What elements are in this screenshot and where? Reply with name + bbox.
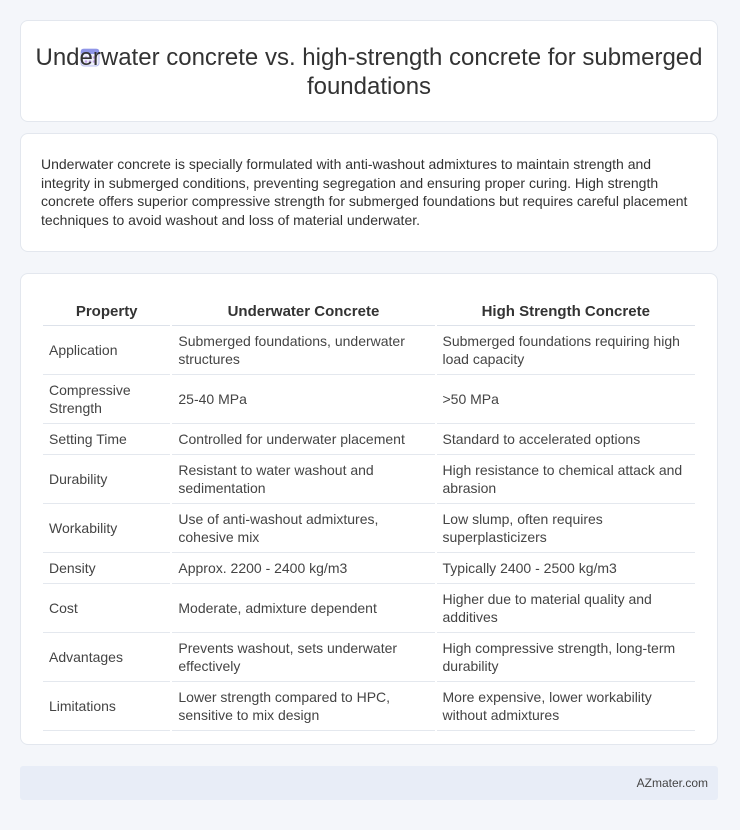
row-underwater-value: Controlled for underwater placement — [172, 424, 434, 455]
row-underwater-value: Lower strength compared to HPC, sensitive to mix design — [172, 682, 434, 731]
footer-brand[interactable]: AZmater.com — [636, 776, 708, 790]
row-property: Advantages — [43, 633, 170, 682]
row-high-strength-value: >50 MPa — [437, 375, 696, 424]
table-header-row — [43, 292, 695, 326]
table-row — [43, 455, 695, 504]
row-property: Density — [43, 553, 170, 584]
intro-paragraph: Underwater concrete is specially formulated with anti-washout admixtures to maintain strength and integrity in submerged conditions, preventing segregation and ensuring proper curing. High strength concrete offers superior compressive strength for submerged foundations but requires careful placement techniques to avoid washout and loss of material underwater. — [41, 156, 688, 228]
table-row — [43, 424, 695, 455]
row-high-strength-value: Higher due to material quality and additives — [437, 584, 696, 633]
comparison-card — [20, 273, 718, 745]
row-property: Durability — [43, 455, 170, 504]
row-high-strength-value: More expensive, lower workability without admixtures — [437, 682, 696, 731]
row-high-strength-value: High compressive strength, long-term durability — [437, 633, 696, 682]
row-underwater-value: Approx. 2200 - 2400 kg/m3 — [172, 553, 434, 584]
row-property: Compressive Strength — [43, 375, 170, 424]
row-underwater-value: Moderate, admixture dependent — [172, 584, 434, 633]
footer-bar — [20, 766, 718, 800]
intro-card — [20, 133, 718, 252]
row-high-strength-value: High resistance to chemical attack and abrasion — [437, 455, 696, 504]
row-high-strength-value: Standard to accelerated options — [437, 424, 696, 455]
comparison-table — [41, 292, 697, 731]
row-underwater-value: Use of anti-washout admixtures, cohesive mix — [172, 504, 434, 553]
table-row — [43, 682, 695, 731]
row-high-strength-value: Submerged foundations requiring high load capacity — [437, 326, 696, 375]
row-high-strength-value: Typically 2400 - 2500 kg/m3 — [437, 553, 696, 584]
title-card — [20, 20, 718, 122]
row-property: Workability — [43, 504, 170, 553]
row-property: Limitations — [43, 682, 170, 731]
page-title: Underwater concrete vs. high-strength concrete for submerged foundations — [35, 44, 703, 100]
row-property: Cost — [43, 584, 170, 633]
header-underwater-concrete: Underwater Concrete — [172, 292, 434, 326]
header-high-strength-concrete: High Strength Concrete — [437, 292, 696, 326]
header-property: Property — [43, 292, 170, 326]
row-underwater-value: Prevents washout, sets underwater effectively — [172, 633, 434, 682]
row-underwater-value: 25-40 MPa — [172, 375, 434, 424]
table-row — [43, 584, 695, 633]
row-underwater-value: Submerged foundations, underwater structures — [172, 326, 434, 375]
row-property: Setting Time — [43, 424, 170, 455]
table-row — [43, 633, 695, 682]
row-high-strength-value: Low slump, often requires superplasticizers — [437, 504, 696, 553]
row-underwater-value: Resistant to water washout and sedimentation — [172, 455, 434, 504]
row-property: Application — [43, 326, 170, 375]
table-row — [43, 504, 695, 553]
table-row — [43, 375, 695, 424]
table-row — [43, 326, 695, 375]
table-row — [43, 553, 695, 584]
